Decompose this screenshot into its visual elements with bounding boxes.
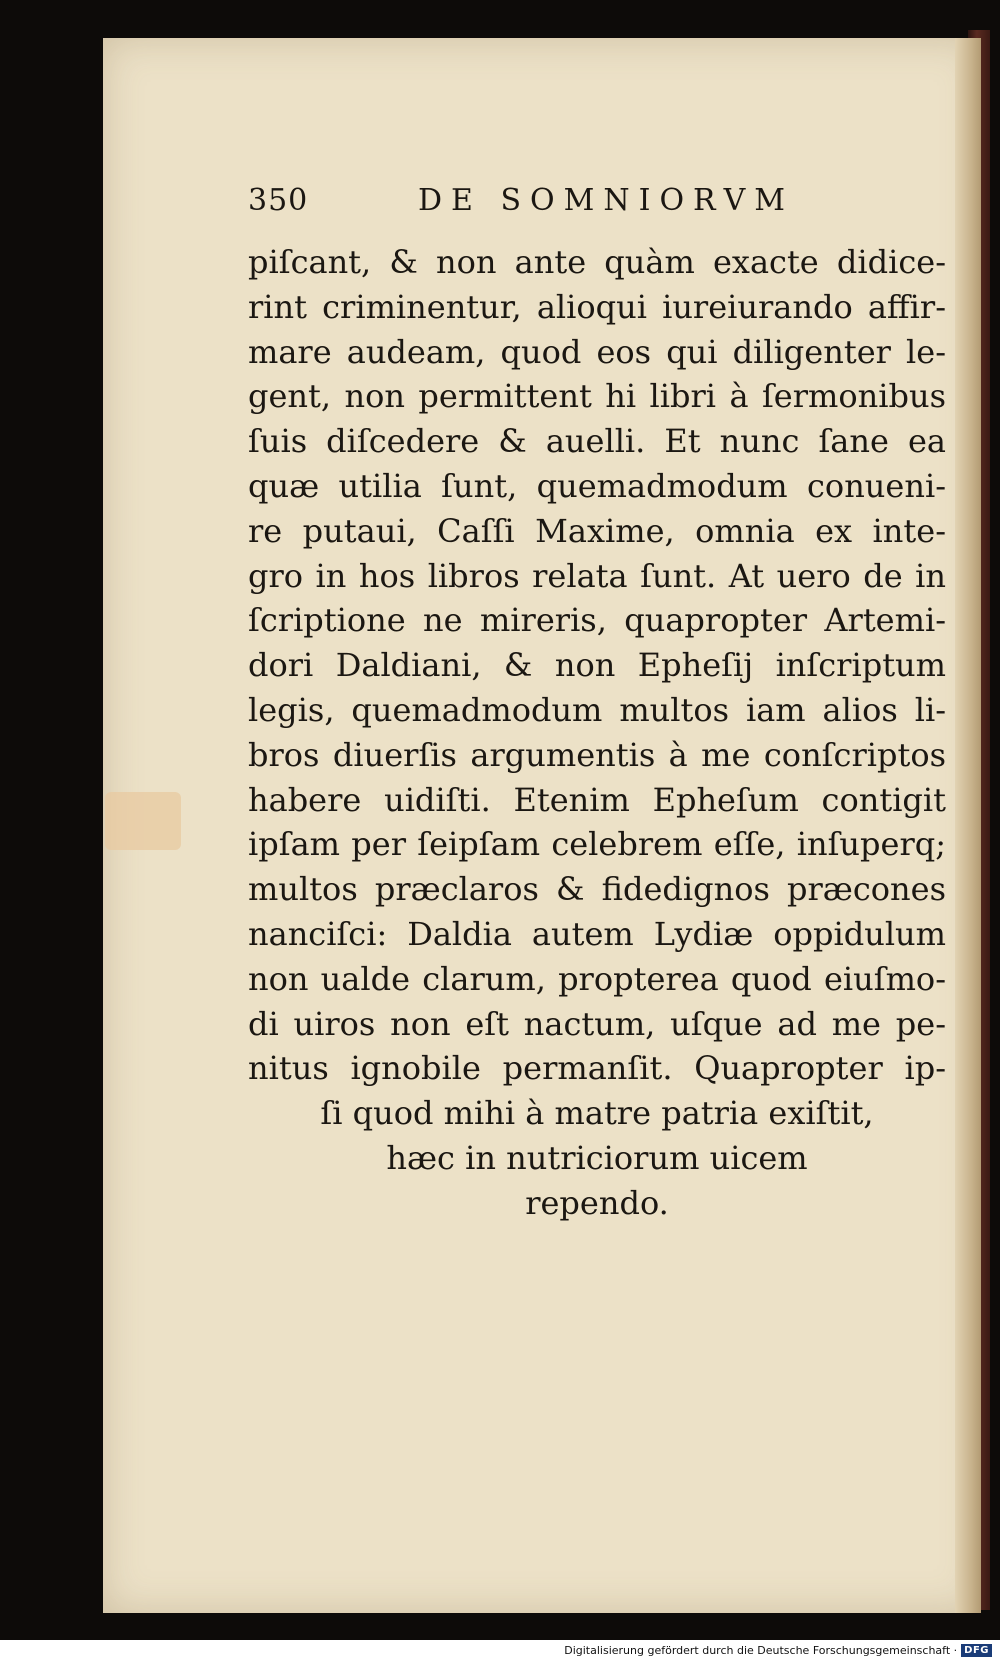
text-line: gent, non permittent hi libri à ſermonibus <box>248 377 946 416</box>
page-number: 350 <box>248 183 309 218</box>
digitization-credit <box>564 1644 992 1657</box>
text-line: ſcriptione ne mireris, quapropter Artemi- <box>248 601 946 640</box>
page-edge <box>955 38 981 1613</box>
body-text <box>248 240 946 1226</box>
text-line: di uiros non eſt nactum, uſque ad me pe- <box>248 1004 946 1043</box>
page-header <box>248 183 808 223</box>
text-line: bros diuerſis argumentis à me conſcriptos <box>248 735 946 774</box>
text-line: mare audeam, quod eos qui diligenter le- <box>248 332 946 371</box>
text-line: habere uidiſti. Etenim Epheſum contigit <box>248 780 946 819</box>
text-line: nanciſci: Daldia autem Lydiæ oppidulum <box>248 914 946 953</box>
text-line: dori Daldiani, & non Epheſij inſcriptum <box>248 646 946 685</box>
text-line: multos præclaros & fidedignos præcones <box>248 870 946 909</box>
paper-stain <box>105 792 181 850</box>
text-line: ſuis diſcedere & auelli. Et nunc ſane ea <box>248 422 946 461</box>
text-line: piſcant, & non ante quàm exacte didice- <box>248 243 946 281</box>
text-line: legis, quemadmodum multos iam alios li- <box>248 690 946 729</box>
credit-text: Digitalisierung gefördert durch die Deutsche Forschungsgemeinschaft · <box>564 1644 958 1657</box>
text-line: gro in hos libros relata ſunt. At uero de in <box>248 556 946 595</box>
text-line-closing: hæc in nutriciorum uicem <box>386 1138 808 1177</box>
text-line: rint criminentur, alioqui iureiurando affir- <box>248 287 946 326</box>
text-line: ipſam per ſeipſam celebrem eſſe, inſuperq; <box>248 825 946 864</box>
running-title: DE SOMNIORVM <box>418 183 794 218</box>
text-line: quæ utilia ſunt, quemadmodum conueni- <box>248 466 946 505</box>
text-line: nitus ignobile permanſit. Quapropter ip- <box>248 1049 946 1088</box>
text-line-closing: ſi quod mihi à matre patria exiſtit, <box>320 1094 874 1133</box>
text-line-closing: rependo. <box>525 1183 669 1222</box>
text-line: re putaui, Caſſi Maxime, omnia ex inte- <box>248 511 946 550</box>
dfg-logo: DFG <box>961 1644 992 1657</box>
text-line: non ualde clarum, propterea quod eiuſmo- <box>248 959 946 998</box>
